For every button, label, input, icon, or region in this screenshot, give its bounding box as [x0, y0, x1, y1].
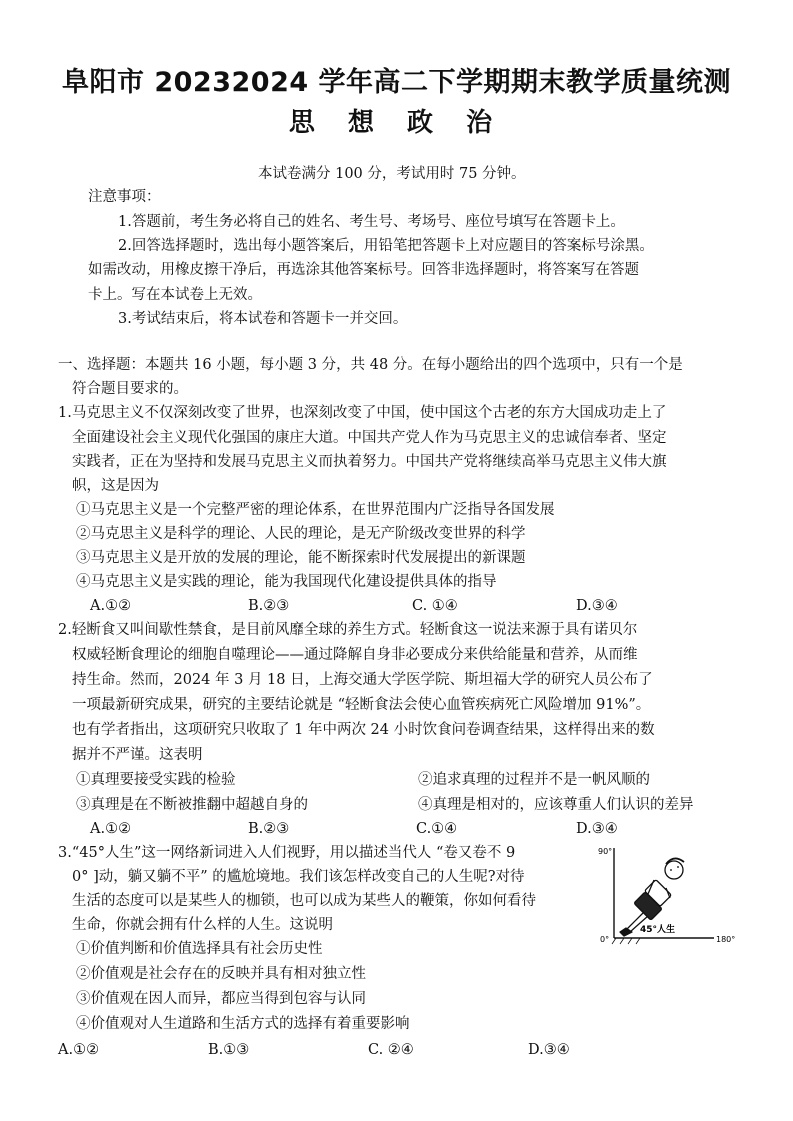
q2-stem-3: 持生命。然而，2024 年 3 月 18 日，上海交通大学医学院、斯坦福大学的研究人员公布了 — [72, 672, 653, 688]
q1-statement-3: ③马克思主义是开放的发展的理论，能不断探索时代发展提出的新课题 — [76, 550, 526, 566]
q2-statement-3: ③真理是在不断被推翻中超越自身的 — [76, 797, 308, 813]
q1-stem-2: 全面建设社会主义现代化强国的康庄大道。中国共产党人作为马克思主义的忠诚信奉者、坚定 — [72, 430, 667, 446]
q3-stem-3: 生活的态度可以是某些人的枷锁，也可以成为某些人的鞭策，你如何看待 — [72, 893, 536, 909]
q1-statement-2: ②马克思主义是科学的理论、人民的理论，是无产阶级改变世界的科学 — [76, 526, 526, 542]
q2-option-a: A.①② — [90, 821, 132, 837]
q2-statement-4: ④真理是相对的，应该尊重人们认识的差异 — [418, 797, 694, 813]
q2-option-c: C.①④ — [416, 821, 458, 837]
q1-option-b: B.②③ — [248, 598, 290, 614]
q2-stem-6: 据并不严谨。这表明 — [72, 747, 203, 763]
q3-option-a: A.①② — [58, 1042, 100, 1058]
notice-2b: 如需改动，用橡皮擦干净后，再选涂其他答案标号。回答非选择题时，将答案写在答题 — [88, 262, 639, 278]
notice-2a: 2.回答选择题时，选出每小题答案后，用铅笔把答题卡上对应题目的答案标号涂黑。 — [118, 238, 654, 254]
q3-statement-1: ①价值判断和价值选择具有社会历史性 — [76, 941, 323, 957]
q3-option-b: B.①③ — [208, 1042, 250, 1058]
angle-90-label: 90° — [598, 847, 613, 856]
q3-stem-4: 生命，你就会拥有什么样的人生。这说明 — [72, 917, 333, 933]
angle-180-label: 180° — [716, 935, 736, 944]
score-line: 本试卷满分 100 分，考试用时 75 分钟。 — [258, 166, 526, 182]
notice-label: 注意事项： — [88, 189, 161, 205]
q1-statement-4: ④马克思主义是实践的理论，能为我国现代化建设提供具体的指导 — [76, 574, 497, 590]
q3-option-d: D.③④ — [528, 1042, 570, 1058]
figure-label: 45°人生 — [640, 925, 676, 935]
q1-stem-4: 帜，这是因为 — [72, 478, 159, 494]
q2-statement-2: ②追求真理的过程并不是一帆风顺的 — [418, 772, 650, 788]
section-heading-cont: 符合题目要求的。 — [72, 381, 188, 397]
q3-option-c: C. ②④ — [368, 1042, 414, 1058]
illustration-45-degree-life — [596, 840, 746, 950]
notice-1: 1.答题前，考生务必将自己的姓名、考生号、考场号、座位号填写在答题卡上。 — [118, 214, 625, 230]
q3-statement-3: ③价值观在因人而异，都应当得到包容与认同 — [76, 991, 366, 1007]
section-heading: 一、选择题：本题共 16 小题，每小题 3 分，共 48 分。在每小题给出的四个选项中，只有一个是 — [58, 357, 683, 373]
q1-stem-1: 1.马克思主义不仅深刻改变了世界，也深刻改变了中国，使中国这个古老的东方大国成功走上了 — [58, 405, 667, 421]
q3-stem-2: 0° ]动，躺又躺不平” 的尴尬境地。我们该怎样改变自己的人生呢?对待 — [72, 869, 525, 885]
q2-statement-1: ①真理要接受实践的检验 — [76, 772, 236, 788]
q1-option-d: D.③④ — [576, 598, 618, 614]
q3-stem-1: 3.“45°人生”这一网络新词进入人们视野，用以描述当代人 “卷又卷不 9 — [58, 845, 516, 861]
subject-title: 思 想 政 治 — [288, 108, 505, 138]
q2-stem-5: 也有学者指出，这项研究只收取了 1 年中两次 24 小时饮食问卷调查结果，这样得出来的数 — [72, 722, 655, 738]
q3-statement-2: ②价值观是社会存在的反映并具有相对独立性 — [76, 966, 366, 982]
q2-option-d: D.③④ — [576, 821, 618, 837]
q1-option-a: A.①② — [90, 598, 132, 614]
angle-0-label: 0° — [600, 935, 610, 944]
q1-stem-3: 实践者，正在为坚持和发展马克思主义而执着努力。中国共产党将继续高举马克思主义伟大旗 — [72, 454, 667, 470]
q2-stem-4: 一项最新研究成果，研究的主要结论就是 “轻断食法会使心血管疾病死亡风险增加 91%”。 — [72, 697, 651, 713]
q2-stem-2: 权威轻断食理论的细胞自噬理论——通过降解自身非必要成分来供给能量和营养，从而维 — [72, 647, 638, 663]
q1-option-c: C. ①④ — [412, 598, 458, 614]
exam-title: 阜阳市 20232024 学年高二下学期期末教学质量统测 — [61, 67, 732, 98]
q3-statement-4: ④价值观对人生道路和生活方式的选择有着重要影响 — [76, 1016, 410, 1032]
notice-3: 3.考试结束后，将本试卷和答题卡一并交回。 — [118, 311, 408, 327]
q1-statement-1: ①马克思主义是一个完整严密的理论体系，在世界范围内广泛指导各国发展 — [76, 502, 555, 518]
q2-stem-1: 2.轻断食又叫间歇性禁食，是目前风靡全球的养生方式。轻断食这一说法来源于具有诺贝尔 — [58, 622, 638, 638]
notice-2c: 卡上。写在本试卷上无效。 — [88, 287, 262, 303]
q2-option-b: B.②③ — [248, 821, 290, 837]
